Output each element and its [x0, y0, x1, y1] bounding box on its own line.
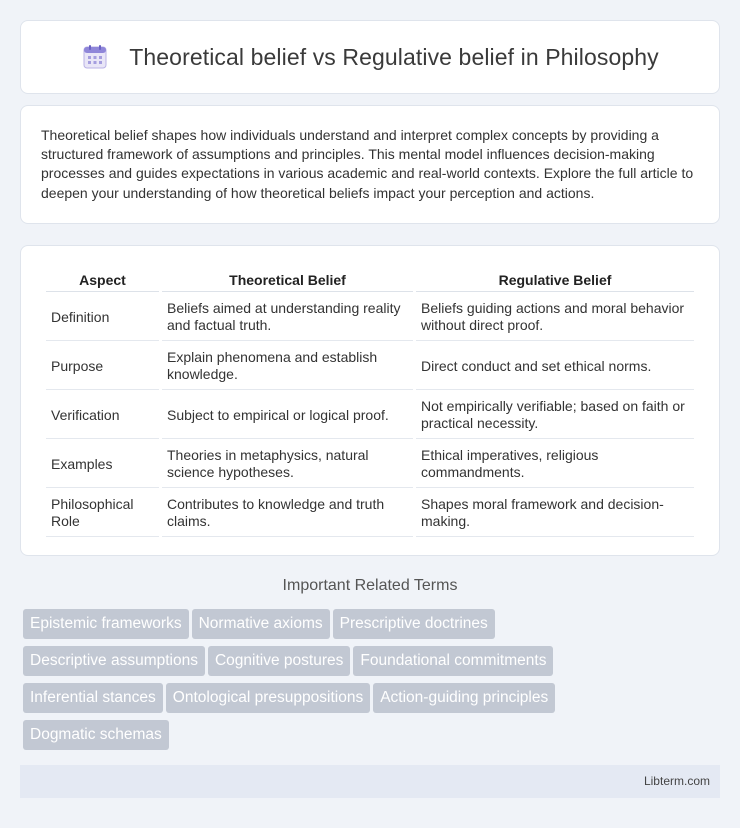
- related-terms-heading: Important Related Terms: [282, 577, 458, 594]
- table-cell: Philosophical Role: [46, 490, 159, 537]
- table-header-row: [46, 268, 694, 292]
- table-cell: Examples: [46, 441, 159, 488]
- intro-text: Theoretical belief shapes how individuals understand and interpret complex concepts by providing a structured framework of assumptions and principles. This mental model influences decision-making processes and guides expectations in various academic and real-world contexts. Explore the full article to deepen your understanding of how theoretical beliefs impact your perception and actions.: [41, 127, 694, 201]
- header-card: [20, 20, 720, 94]
- column-header-regulative: Regulative Belief: [416, 268, 694, 292]
- related-term-tag[interactable]: Foundational commitments: [353, 646, 553, 676]
- footer-site-link[interactable]: Libterm.com: [643, 774, 710, 788]
- related-terms-list: [20, 609, 720, 757]
- table-cell: Shapes moral framework and decision-making.: [416, 490, 694, 537]
- table-cell: Not empirically verifiable; based on faith or practical necessity.: [416, 392, 694, 439]
- footer: [20, 765, 720, 798]
- table-cell: Purpose: [46, 343, 159, 390]
- related-term-tag[interactable]: Action-guiding principles: [373, 683, 555, 713]
- related-term-tag[interactable]: Dogmatic schemas: [23, 720, 169, 750]
- table-cell: Theories in metaphysics, natural science hypotheses.: [162, 441, 413, 488]
- table-row: [46, 392, 694, 439]
- related-term-tag[interactable]: Inferential stances: [23, 683, 163, 713]
- related-term-tag[interactable]: Ontological presuppositions: [166, 683, 370, 713]
- table-cell: Ethical imperatives, religious commandments.: [416, 441, 694, 488]
- related-term-tag[interactable]: Epistemic frameworks: [23, 609, 189, 639]
- column-header-theoretical: Theoretical Belief: [162, 268, 413, 292]
- table-cell: Explain phenomena and establish knowledge.: [162, 343, 413, 390]
- table-cell: Subject to empirical or logical proof.: [162, 392, 413, 439]
- related-term-tag[interactable]: Normative axioms: [192, 609, 330, 639]
- calendar-grid-icon: [81, 43, 109, 71]
- comparison-table-card: [20, 245, 720, 556]
- related-term-tag[interactable]: Descriptive assumptions: [23, 646, 205, 676]
- table-row: [46, 343, 694, 390]
- table-cell: Beliefs aimed at understanding reality and factual truth.: [162, 294, 413, 341]
- table-row: [46, 441, 694, 488]
- table-cell: Verification: [46, 392, 159, 439]
- column-header-aspect: Aspect: [46, 268, 159, 292]
- intro-card: [20, 105, 720, 224]
- table-row: [46, 490, 694, 537]
- table-cell: Definition: [46, 294, 159, 341]
- page-title: Theoretical belief vs Regulative belief in Philosophy: [129, 43, 659, 70]
- table-cell: Contributes to knowledge and truth claims.: [162, 490, 413, 537]
- table-cell: Beliefs guiding actions and moral behavior without direct proof.: [416, 294, 694, 341]
- related-term-tag[interactable]: Prescriptive doctrines: [333, 609, 495, 639]
- table-cell: Direct conduct and set ethical norms.: [416, 343, 694, 390]
- table-row: [46, 294, 694, 341]
- comparison-table: [43, 266, 697, 539]
- related-term-tag[interactable]: Cognitive postures: [208, 646, 350, 676]
